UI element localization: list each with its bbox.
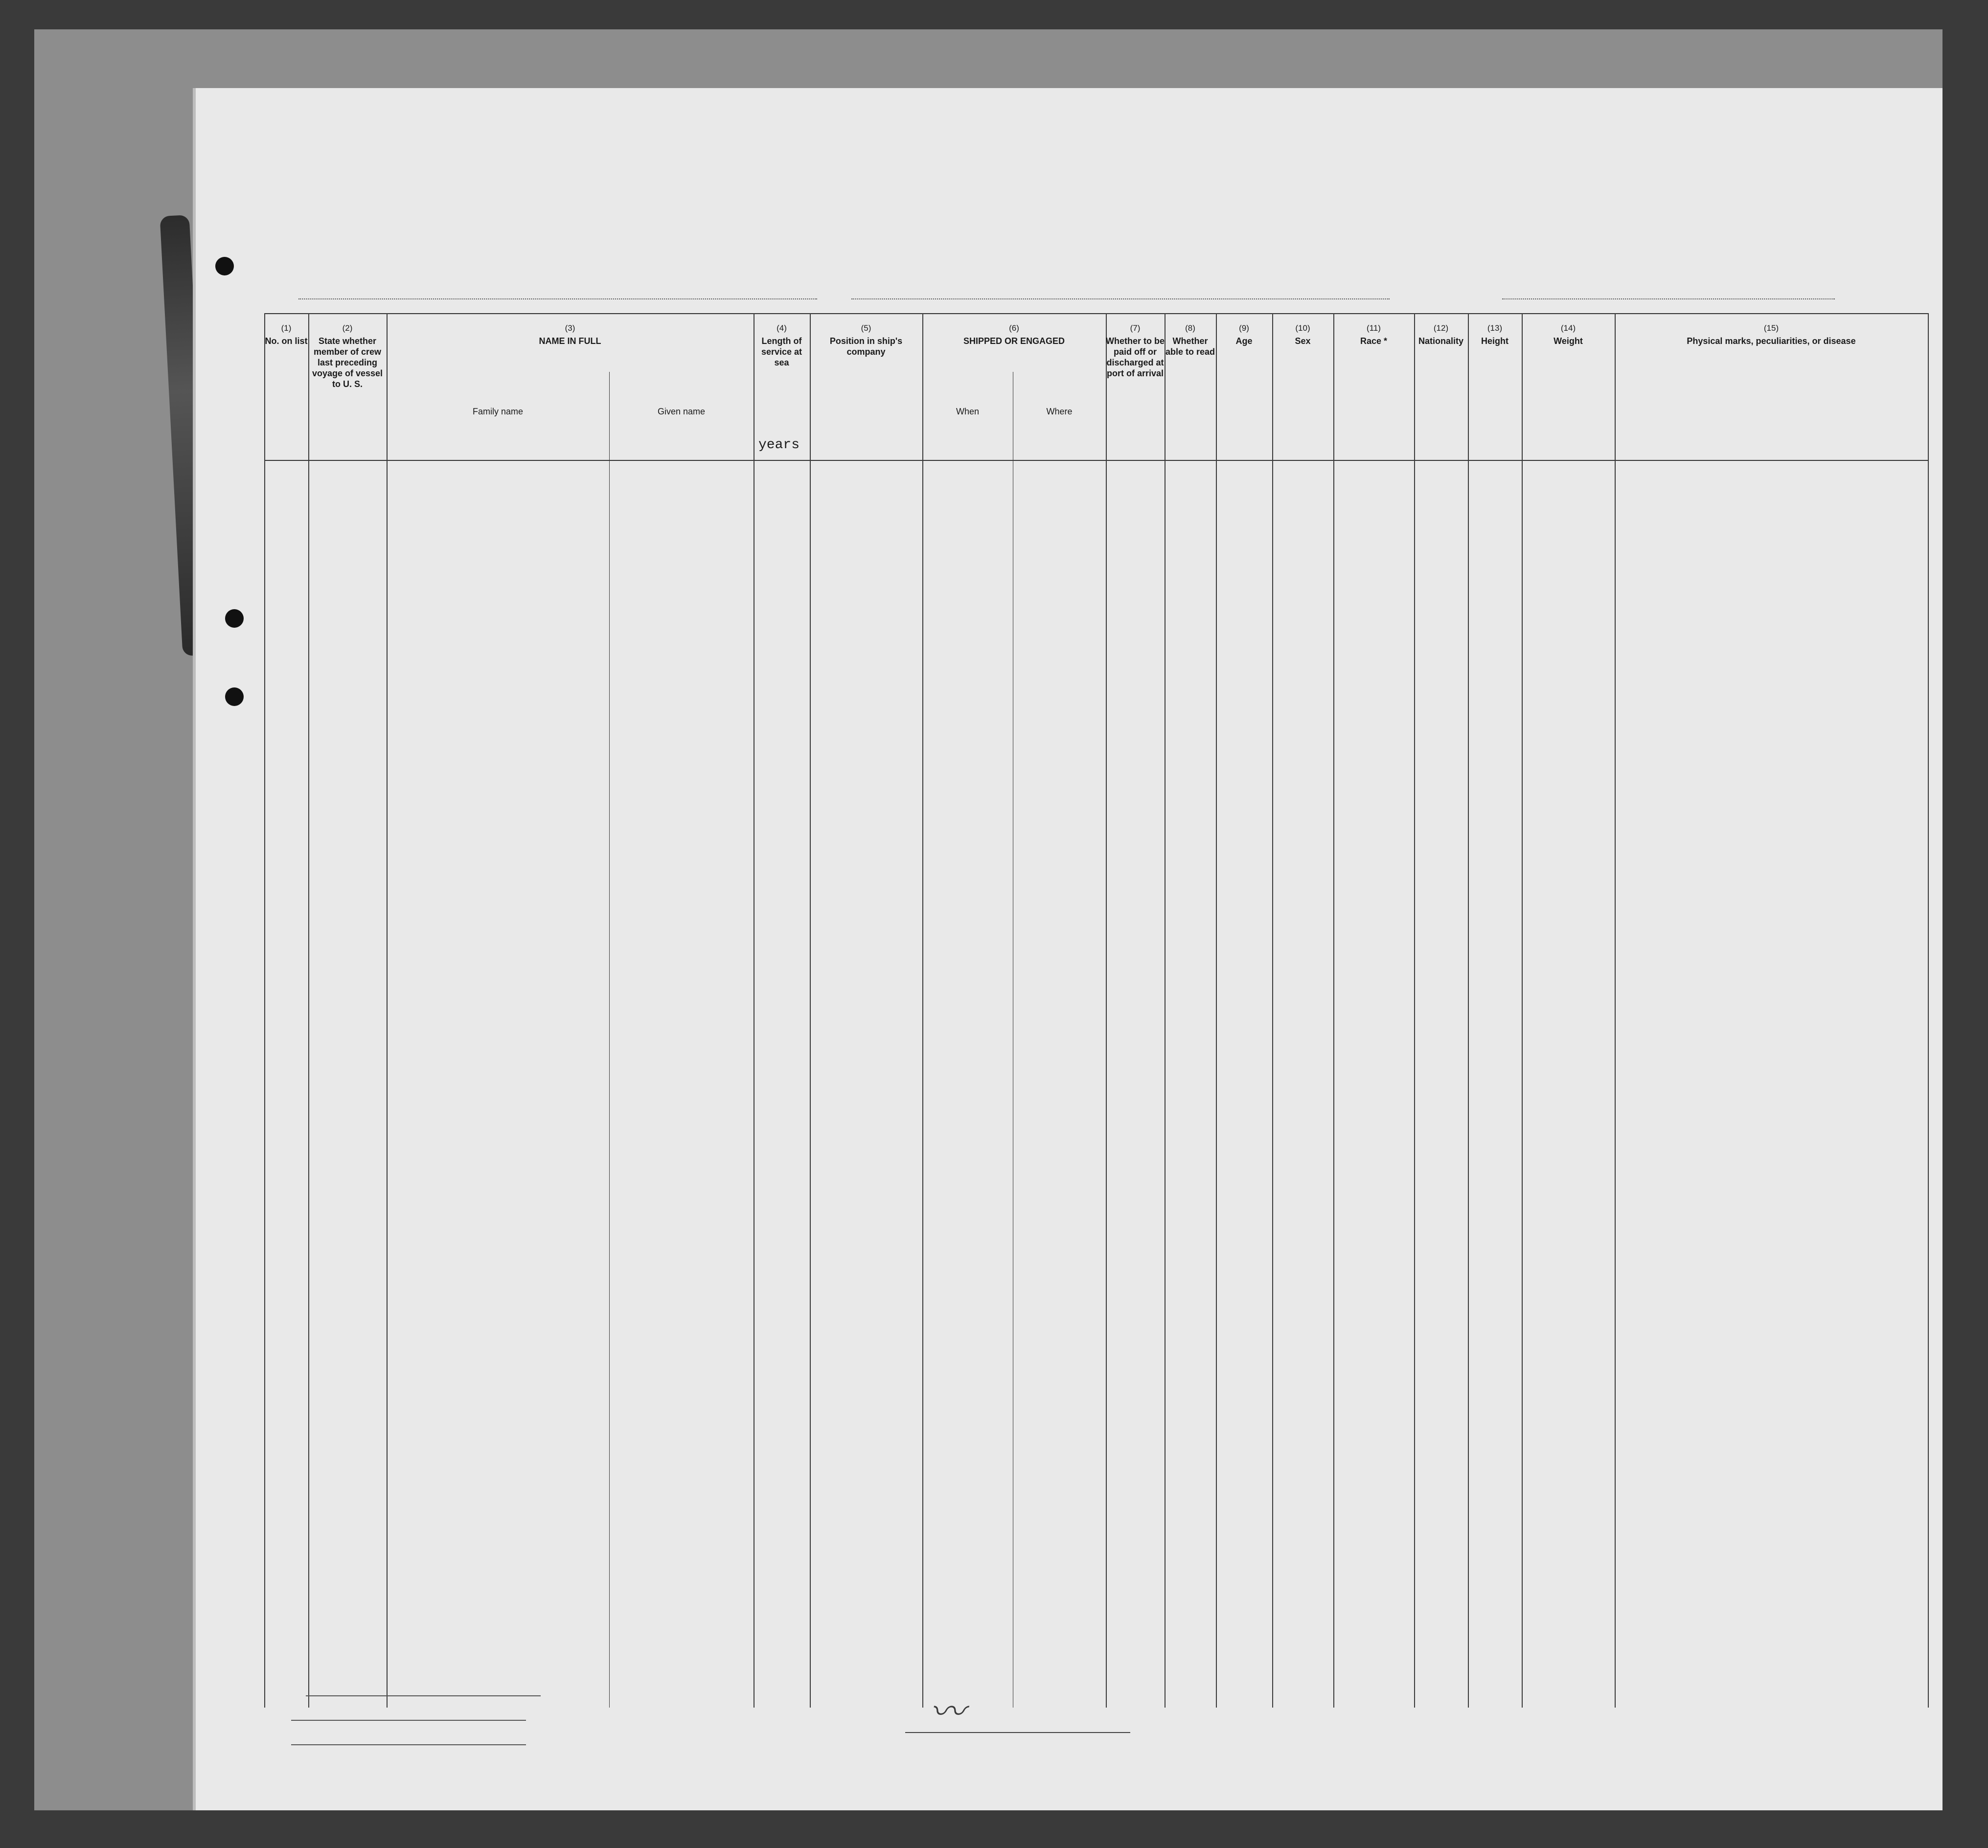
column-subheader: Given name bbox=[657, 407, 706, 416]
column-label: Whether able to read bbox=[1165, 336, 1215, 357]
column-number: (1) bbox=[281, 323, 292, 333]
column-header-10 bbox=[1272, 323, 1333, 346]
column-number: (4) bbox=[777, 323, 787, 333]
column-label: Nationality bbox=[1418, 336, 1463, 346]
column-rule bbox=[1216, 313, 1217, 1708]
table-rule bbox=[264, 313, 1928, 314]
column-rule bbox=[264, 313, 265, 1708]
column-number: (5) bbox=[861, 323, 871, 333]
column-number: (15) bbox=[1763, 323, 1779, 333]
column-number: (7) bbox=[1130, 323, 1141, 333]
column-header-14 bbox=[1522, 323, 1615, 346]
column-number: (12) bbox=[1433, 323, 1449, 333]
column-number: (3) bbox=[565, 323, 575, 333]
column-rule bbox=[1414, 313, 1415, 1708]
column-label: Sex bbox=[1295, 336, 1311, 346]
inspector-signature: 〰 bbox=[930, 1691, 965, 1732]
column-header-15 bbox=[1615, 323, 1928, 346]
column-rule bbox=[1333, 313, 1334, 1708]
column-rule bbox=[1522, 313, 1523, 1708]
column-rule bbox=[387, 313, 388, 1708]
column-header-9 bbox=[1216, 323, 1272, 346]
column-label: Weight bbox=[1554, 336, 1583, 346]
column-label: Age bbox=[1235, 336, 1253, 346]
column-label: Position in ship's company bbox=[829, 336, 903, 357]
column-number: (11) bbox=[1367, 323, 1381, 333]
column-rule bbox=[609, 372, 610, 1708]
column-label: State whether member of crew last preceding voyage of vessel to U. S. bbox=[312, 336, 383, 389]
punch-hole bbox=[215, 257, 234, 275]
column-subheader: When bbox=[956, 407, 980, 416]
column-header-1 bbox=[264, 323, 308, 346]
column-header-6 bbox=[922, 323, 1106, 346]
column-number: (14) bbox=[1560, 323, 1576, 333]
punch-hole bbox=[225, 609, 244, 628]
column-header-13 bbox=[1468, 323, 1522, 346]
column-label: Physical marks, peculiarities, or disease bbox=[1687, 336, 1856, 346]
column-number: (10) bbox=[1295, 323, 1310, 333]
column-header-8 bbox=[1165, 323, 1216, 357]
column-header-3 bbox=[387, 323, 754, 346]
column-number: (6) bbox=[1009, 323, 1019, 333]
column-subheader: Where bbox=[1046, 407, 1073, 416]
column-label: NAME IN FULL bbox=[539, 336, 601, 346]
column-rule bbox=[1468, 313, 1469, 1708]
column-rule bbox=[810, 313, 811, 1708]
column-label: Race * bbox=[1360, 336, 1388, 346]
column-number: (8) bbox=[1185, 323, 1195, 333]
column-number: (13) bbox=[1487, 323, 1503, 333]
column-rule bbox=[1272, 313, 1273, 1708]
table-rule bbox=[264, 460, 1928, 461]
column-label: SHIPPED OR ENGAGED bbox=[963, 336, 1065, 346]
column-number: (9) bbox=[1239, 323, 1249, 333]
column-label: Height bbox=[1481, 336, 1508, 346]
column-header-5 bbox=[810, 323, 922, 357]
column-rule bbox=[922, 313, 923, 1708]
column-rule bbox=[1615, 313, 1616, 1708]
column-header-12 bbox=[1414, 323, 1468, 346]
manifest-sheet bbox=[196, 88, 1942, 1810]
column-subheader: Family name bbox=[472, 407, 524, 416]
punch-hole bbox=[225, 687, 244, 706]
column-label: Whether to be paid off or discharged at port of arrival bbox=[1106, 336, 1165, 378]
column-label: No. on list bbox=[265, 336, 308, 346]
crew-table bbox=[264, 313, 1928, 1708]
column-label: Length of service at sea bbox=[761, 336, 802, 367]
column-rule bbox=[1106, 313, 1107, 1708]
vessel-line bbox=[245, 269, 1869, 298]
column-header-11 bbox=[1333, 323, 1414, 346]
column-rule bbox=[308, 313, 309, 1708]
inspector-label bbox=[905, 1732, 1130, 1733]
footer-labels bbox=[286, 1683, 541, 1757]
column-header-4 bbox=[754, 323, 810, 368]
column-number: (2) bbox=[342, 323, 353, 333]
column-header-2 bbox=[308, 323, 387, 389]
column-header-7 bbox=[1106, 323, 1165, 379]
service-unit: years bbox=[758, 437, 800, 453]
column-rule bbox=[1928, 313, 1929, 1708]
